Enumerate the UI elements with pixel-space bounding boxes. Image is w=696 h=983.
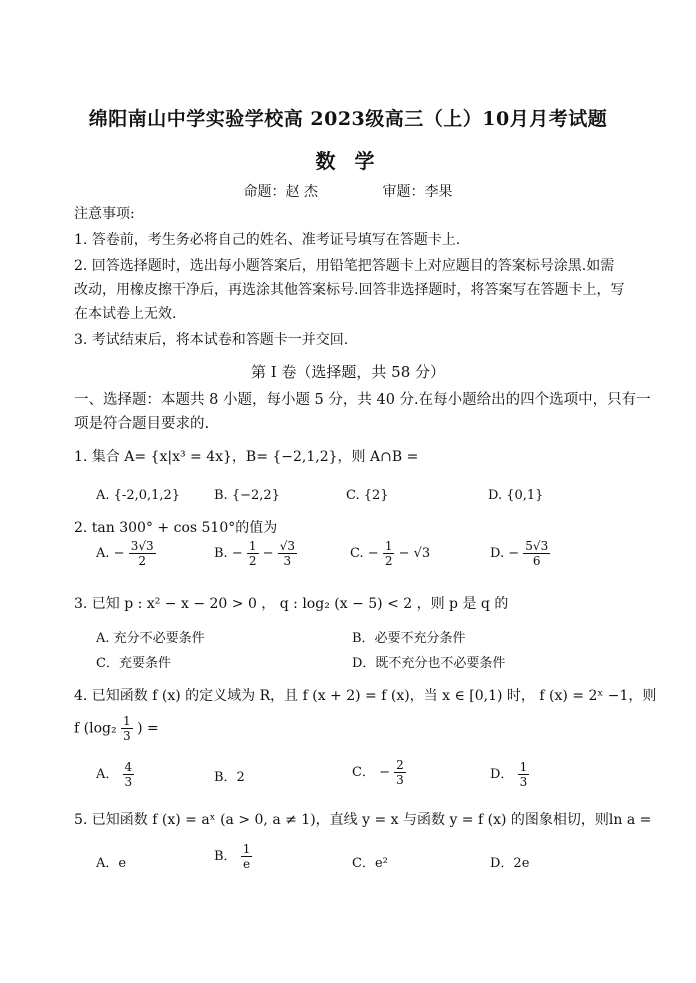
q2-option-d [490,539,550,568]
q5-option-d: D．2e [490,856,530,871]
notice-heading: 注意事项: [74,206,135,222]
notice-item-2-line-3: 在本试卷上无效. [74,306,177,322]
q4-stem-line-2 [74,714,159,743]
q4-c-sign: − [379,765,390,780]
notice-item-1: 1. 答卷前，考生务必将自己的姓名、准考证号填写在答题卡上. [74,232,461,248]
q5-option-a: A．e [96,856,127,871]
section-intro-line-2: 项是符合题目要求的. [74,416,210,432]
section-title: 第 I 卷（选择题，共 58 分） [250,363,446,381]
q4-option-a [96,760,134,789]
q5-stem: 5. 已知函数 f (x) = aˣ (a > 0, a ≠ 1)，直线 y = x 与函数 y = f (x) 的图象相切，则ln a = [74,812,652,828]
subject-title: 数 学 [315,149,381,173]
section-intro-line-1: 一、选择题：本题共 8 小题，每小题 5 分，共 40 分.在每小题给出的四个选项中，只有一 [74,392,651,408]
q2-b-op: − [262,546,274,561]
q3-stem: 3. 已知 p : x² − x − 20 > 0 ， q : log₂ (x − 5) < 2 ，则 p 是 q 的 [74,596,509,612]
q2-option-c [350,539,430,568]
q2-d-fraction: $\frac{5√3}{6}$ [525,539,549,568]
q4-stem2-pre: f (log₂ [74,720,117,737]
q4-a-label: A． [96,767,119,782]
author-text: 命题：赵 杰 [243,184,318,200]
q2-c-label: C. [350,546,364,561]
q4-option-d [490,760,529,789]
q4-d-label: D． [490,767,514,782]
q2-a-sign: − [113,546,125,561]
q1-option-b: B. {−2,2} [214,488,280,503]
q3-option-d: D．既不充分也不必要条件 [352,656,506,671]
q2-b-fraction-1: $\frac{1}{2}$ [248,539,257,568]
q1-option-d: D. {0,1} [488,488,544,503]
q3-option-b: B．必要不充分条件 [352,631,466,646]
q4-a-fraction: $\frac{4}{3}$ [124,760,133,789]
q2-b-label: B. [214,546,228,561]
q4-stem: 4. 已知函数 f (x) 的定义域为 R，且 f (x + 2) = f (x)，当 x ∈ [0,1) 时， f (x) = 2ˣ −1，则 [74,688,657,704]
q4-option-b: B．2 [214,770,245,785]
q4-stem2-post: ) = [137,720,159,737]
q5-b-fraction: $\frac{1}{e}$ [242,842,251,871]
q2-option-b [214,539,297,568]
exam-title: 绵阳南山中学实验学校高 2023级高三（上）10月月考试题 [88,108,608,130]
notice-item-2-line-2: 改动，用橡皮擦干净后，再选涂其他答案标号.回答非选择题时，将答案写在答题卡上，写 [74,282,625,298]
q4-option-c [352,758,406,787]
authors-line [0,181,696,201]
q4-stem2-fraction: $\frac{1}{3}$ [123,714,131,743]
q2-b-fraction-2: $\frac{√3}{3}$ [279,539,295,568]
q2-c-sign: − [367,546,379,561]
q2-stem: 2. tan 300° + cos 510°的值为 [74,520,278,536]
q4-c-fraction: $\frac{2}{3}$ [396,758,404,787]
q2-c-tail: − √3 [398,546,431,561]
q1-stem: 1. 集合 A= {x|x³ = 4x}，B= {−2,1,2}，则 A∩B = [74,449,419,465]
notice-item-3: 3. 考试结束后，将本试卷和答题卡一并交回. [74,332,349,348]
q2-d-sign: − [508,546,520,561]
q1-option-c: C. {2} [346,488,389,503]
q5-b-label: B． [214,849,237,864]
q2-d-label: D. [490,546,505,561]
q5-option-c: C．e² [352,856,388,871]
q2-a-label: A. [96,546,110,561]
reviewer-text: 审题：李果 [382,184,453,200]
q4-c-label: C． [352,765,375,780]
q3-option-c: C．充要条件 [96,656,171,671]
q5-option-b [214,842,252,871]
notice-item-2-line-1: 2. 回答选择题时，选出每小题答案后，用铅笔把答题卡上对应题目的答案标号涂黑.如需 [74,258,615,274]
q2-c-fraction: $\frac{1}{2}$ [384,539,393,568]
q1-option-a: A. {-2,0,1,2} [96,488,181,503]
q2-b-sign: − [231,546,243,561]
q3-option-a: A. 充分不必要条件 [96,631,205,646]
q4-d-fraction: $\frac{1}{3}$ [519,760,528,789]
q2-a-fraction: $\frac{3√3}{2}$ [130,539,154,568]
q2-option-a [96,539,156,568]
